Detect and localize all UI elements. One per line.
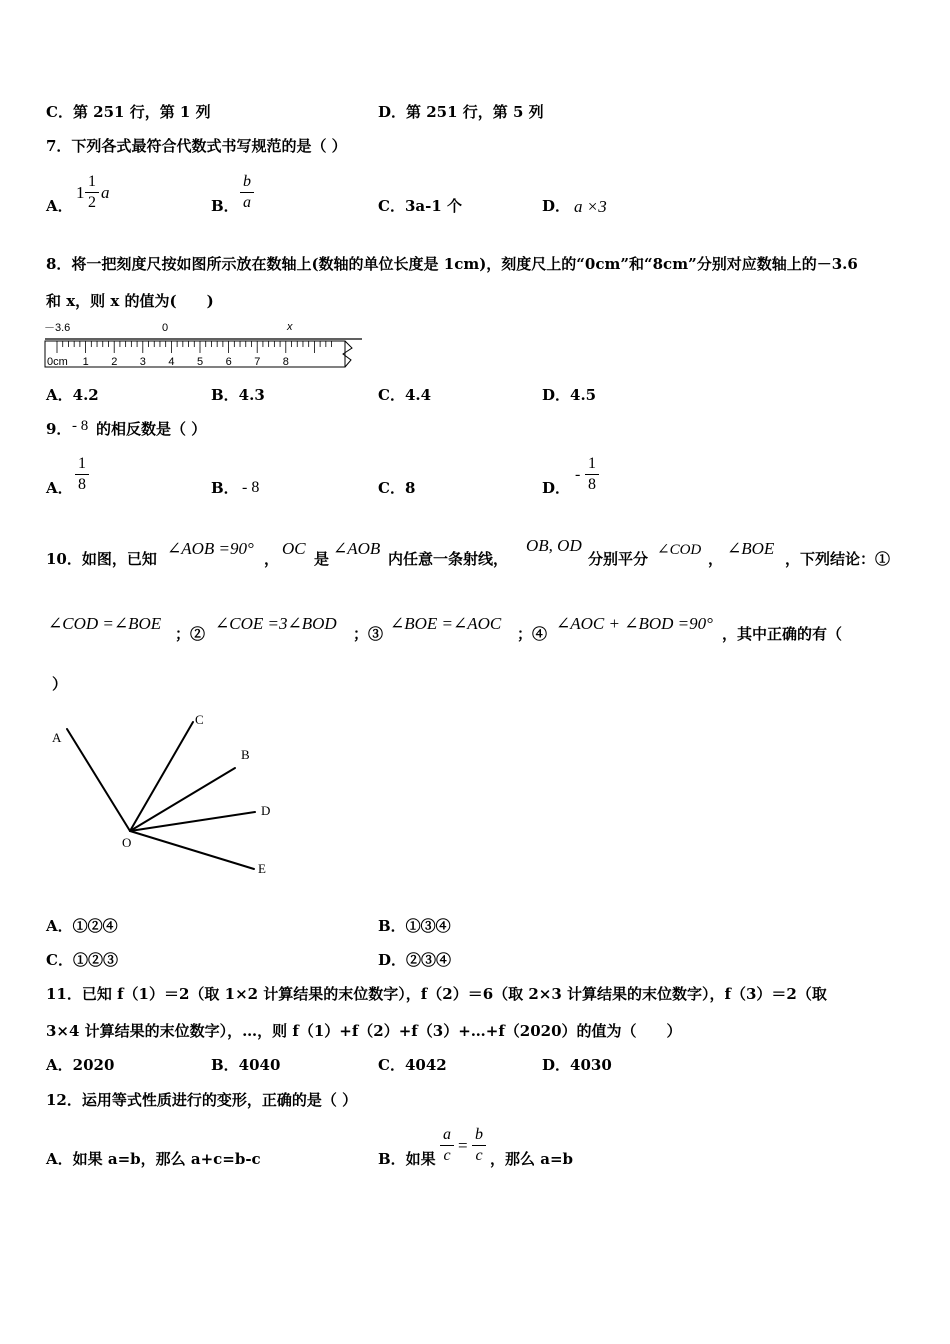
q10-conclusion-4: ∠AOC + ∠BOD =90° [556,614,713,633]
ray-oc [130,722,193,831]
q7-a-num: 1 [88,173,96,190]
q11-option-d: D．4030 [542,1056,612,1074]
q7-a-whole: 1 [76,183,85,202]
q12-b-den1: c [443,1147,451,1164]
q12-option-b-post: ，那么 a=b [490,1150,573,1168]
q10-math-cod: ∠COD [657,542,702,558]
q6-option-c: C．第 251 行，第 1 列 [46,103,211,121]
q11-stem-line1: 11．已知 f（1）＝2（取 1×2 计算结果的末位数字），f（2）＝6（取 2×3 计算结果的末位数字），f（3）＝2（取 [46,985,827,1003]
label-o: O [122,835,132,850]
q9-a-den: 8 [78,476,86,493]
q10-option-a: A．①②④ [46,917,118,935]
q6-option-d: D．第 251 行，第 5 列 [378,103,544,121]
q10-stem-e: 分别平分 [588,550,649,568]
q9-d-num: 1 [588,455,596,472]
q10-stem-b: ， [264,550,280,568]
q9-option-b-label: B． [211,479,239,497]
q8-stem-line2: 和 x，则 x 的值为( ) [46,292,214,310]
ruler-number: 8 [282,356,289,368]
ray-oa [67,729,130,831]
ruler-top-label: x [287,321,293,333]
q8-option-a: A．4.2 [46,386,99,404]
ray-oe [130,831,254,869]
ruler-number: 7 [254,356,261,368]
q10-tail: ，其中正确的有（ [722,625,843,643]
q9-a-fraction [75,455,89,494]
q7-option-b-label: B． [211,197,239,215]
q11-option-a: A．2020 [46,1056,115,1074]
q10-option-c: C．①②③ [46,951,118,969]
q9-option-a-label: A． [46,479,73,497]
q12-b-equals: = [458,1136,468,1155]
q10-conclusion-3: ∠BOE =∠AOC [390,614,502,633]
q7-option-a-label: A． [46,197,73,215]
q10-option-b: B．①③④ [378,917,451,935]
q7-a-var: a [101,183,110,202]
q9-b-expr: - 8 [242,479,260,496]
q12-b-fraction-left [440,1126,454,1165]
ruler-ticks [57,341,332,353]
q7-option-c: C．3a-1 个 [378,197,462,215]
q11-stem-line2: 3×4 计算结果的末位数字），…，则 f（1）+f（2）+f（3）+…+f（2020）的值为（ ） [46,1022,682,1040]
ruler-break [343,341,352,367]
q10-option-d: D．②③④ [378,951,452,969]
q8-option-d: D．4.5 [542,386,597,404]
q12-stem: 12．运用等式性质进行的变形，正确的是（ ） [46,1091,358,1109]
q10-stem-a: 10．如图，已知 [46,550,157,568]
q12-b-den2: c [475,1147,483,1164]
q10-stem-c: 是 [314,550,330,568]
q9-d-sign: - [575,466,581,483]
q7-b-num: b [243,173,251,190]
ruler-number: 2 [111,356,118,368]
q12-b-num1: a [443,1126,451,1143]
q10-conclusion-2: ∠COE =3∠BOD [215,614,337,633]
q10-conclusion-1: ∠COD =∠BOE [48,614,162,633]
q10-sep-4: ；④ [517,625,548,643]
q10-math-oc: OC [282,539,306,558]
q7-option-d-label: D． [542,197,571,215]
q9-d-den: 8 [588,476,596,493]
q12-option-a: A．如果 a=b，那么 a+c=b-c [46,1150,261,1168]
q10-close-paren: ） [52,675,68,693]
q9-a-num: 1 [78,455,86,472]
ruler-numbers [47,356,289,368]
q8-option-c: C．4.4 [378,386,432,404]
q7-stem: 7．下列各式最符合代数式书写规范的是（ ） [46,137,347,155]
q10-stem-g: ，下列结论：① [785,550,891,568]
q9-stem-expr: - 8 [72,418,89,434]
ruler-body [45,341,345,367]
q10-sep-3: ；③ [353,625,384,643]
q11-option-b: B．4040 [211,1056,281,1074]
ruler-figure [40,318,370,376]
q7-a-fraction [85,173,99,212]
q12-b-fraction-right [472,1126,486,1165]
q12-option-b-pre: B．如果 [378,1150,436,1168]
label-d: D [261,803,271,818]
q10-stem-f: ， [708,550,724,568]
ruler-number: 5 [197,356,204,368]
q10-math-obod: OB, OD [526,536,582,555]
q10-sep-2: ；② [175,625,206,643]
ray-ob [130,768,235,831]
q10-math-aob: ∠AOB [333,539,381,558]
q10-math-boe: ∠BOE [727,539,775,558]
q9-stem: 的相反数是（ ） [96,420,207,438]
label-e: E [258,861,266,876]
angle-figure [40,705,290,885]
ruler-number: 0cm [47,356,68,368]
ruler-top-label: 0 [162,322,169,334]
ruler-number: 4 [168,356,175,368]
q7-a-den: 2 [88,194,96,211]
q8-option-b: B．4.3 [211,386,265,404]
q9-option-d-label: D． [542,479,571,497]
q10-stem-d: 内任意一条射线， [388,550,509,568]
ruler-number: 6 [225,356,232,368]
ruler-number: 3 [139,356,146,368]
q9-number: 9． [46,420,72,438]
q10-math-aob90: ∠AOB =90° [167,539,254,558]
label-b: B [241,747,250,762]
ruler-number: 1 [82,356,89,368]
q9-d-fraction [585,455,599,494]
q7-b-den: a [243,194,251,211]
q11-option-c: C．4042 [378,1056,447,1074]
q7-b-fraction [240,173,254,212]
q8-stem-line1: 8．将一把刻度尺按如图所示放在数轴上(数轴的单位长度是 1cm)，刻度尺上的“0cm”和“8cm”分别对应数轴上的－3.6 [46,255,858,273]
label-a: A [52,730,62,745]
q12-b-num2: b [475,1126,483,1143]
q7-d-expr: a ×3 [574,197,607,216]
label-c: C [195,712,204,727]
q9-option-c: C．8 [378,479,416,497]
ruler-top-label: －3.6 [44,322,71,334]
ray-od [130,812,255,831]
